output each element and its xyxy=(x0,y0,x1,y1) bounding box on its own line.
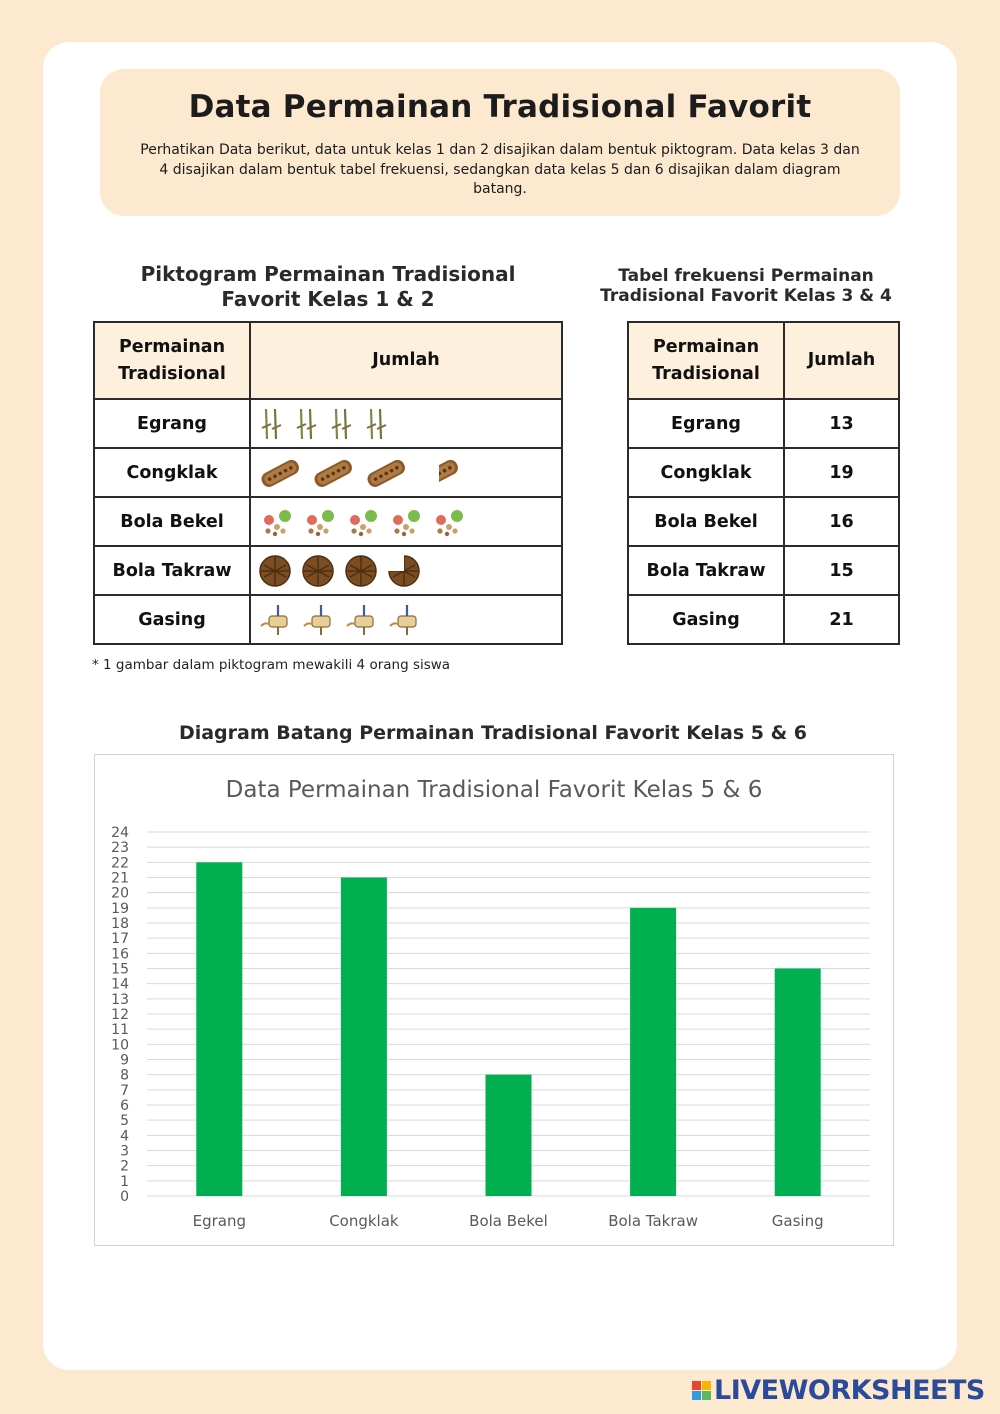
bar-chart-frame xyxy=(94,754,894,1246)
pictogram-row-label: Gasing xyxy=(94,595,250,644)
y-tick-label: 13 xyxy=(111,991,129,1008)
pictogram-row xyxy=(94,546,562,595)
pictogram-note: * 1 gambar dalam piktogram mewakili 4 orang siswa xyxy=(92,657,451,673)
freq-row xyxy=(628,546,899,595)
congklak-board-icon xyxy=(418,463,471,483)
y-tick-label: 18 xyxy=(111,916,129,932)
y-tick-label: 20 xyxy=(111,885,129,902)
y-tick-label: 24 xyxy=(111,825,129,841)
liveworksheets-logo xyxy=(692,1374,985,1406)
freq-row-label: Gasing xyxy=(628,595,784,644)
pictogram-symbols xyxy=(250,399,562,448)
logo-text: LIVEWORKSHEETS xyxy=(714,1374,985,1406)
y-tick-label: 17 xyxy=(111,931,129,948)
y-tick-label: 14 xyxy=(111,976,129,993)
pictogram-col-count: Jumlah xyxy=(250,322,562,399)
pictogram-row-label: Congklak xyxy=(94,448,250,497)
freq-col-count: Jumlah xyxy=(784,322,899,399)
y-tick-label: 0 xyxy=(120,1189,129,1205)
bar-congklak xyxy=(341,878,387,1197)
bekel-ball-icon xyxy=(259,512,302,532)
takraw-ball-icon xyxy=(345,561,388,581)
pictogram-symbols xyxy=(250,448,562,497)
pictogram-row xyxy=(94,448,562,497)
x-tick-label: Congklak xyxy=(329,1212,399,1230)
x-tick-label: Gasing xyxy=(771,1212,824,1230)
freq-row xyxy=(628,595,899,644)
y-tick-label: 7 xyxy=(120,1082,129,1099)
pictogram-row-label: Bola Bekel xyxy=(94,497,250,546)
y-tick-label: 6 xyxy=(120,1098,129,1114)
freq-col-game: Permainan Tradisional xyxy=(628,322,784,399)
y-tick-label: 15 xyxy=(111,961,129,978)
stilts-icon xyxy=(259,414,294,434)
freq-row-value: 13 xyxy=(784,399,899,448)
y-tick-label: 19 xyxy=(111,900,129,917)
pictogram-row xyxy=(94,497,562,546)
freq-row-value: 21 xyxy=(784,595,899,644)
chart-title: Data Permainan Tradisional Favorit Kelas 5 & 6 xyxy=(225,777,763,803)
freq-row-value: 19 xyxy=(784,448,899,497)
pictogram-symbols xyxy=(250,497,562,546)
congklak-board-icon xyxy=(259,463,312,483)
freq-row-label: Bola Takraw xyxy=(628,546,784,595)
x-tick-label: Bola Takraw xyxy=(608,1212,698,1230)
x-tick-label: Egrang xyxy=(192,1212,246,1230)
pictogram-row-label: Egrang xyxy=(94,399,250,448)
congklak-board-icon xyxy=(365,463,418,483)
pictogram-row-label: Bola Takraw xyxy=(94,546,250,595)
congklak-board-icon xyxy=(312,463,365,483)
freq-row xyxy=(628,448,899,497)
y-tick-label: 8 xyxy=(120,1067,129,1084)
y-tick-label: 1 xyxy=(120,1173,129,1190)
bekel-ball-icon xyxy=(345,512,388,532)
pictogram-title: Piktogram Permainan Tradisional Favorit Kelas 1 & 2 xyxy=(140,262,516,311)
y-tick-label: 4 xyxy=(120,1128,129,1145)
logo-blocks-icon xyxy=(692,1381,711,1400)
bar-gasing xyxy=(775,969,821,1197)
takraw-ball-icon xyxy=(259,561,302,581)
bar-bola-bekel xyxy=(486,1075,532,1196)
bekel-ball-icon xyxy=(431,512,474,532)
y-tick-label: 11 xyxy=(111,1022,129,1039)
pictogram-table xyxy=(93,321,563,645)
takraw-ball-icon xyxy=(388,561,431,581)
stilts-icon xyxy=(364,414,399,434)
y-tick-label: 3 xyxy=(120,1143,129,1160)
freq-row xyxy=(628,399,899,448)
bekel-ball-icon xyxy=(388,512,431,532)
y-tick-label: 23 xyxy=(111,840,129,857)
spinning-top-icon xyxy=(302,610,345,630)
spinning-top-icon xyxy=(259,610,302,630)
pictogram-symbols xyxy=(250,595,562,644)
y-tick-label: 10 xyxy=(111,1037,129,1054)
freq-row-label: Congklak xyxy=(628,448,784,497)
freq-row-value: 15 xyxy=(784,546,899,595)
frequency-table xyxy=(627,321,900,645)
y-tick-label: 5 xyxy=(120,1113,129,1130)
y-tick-label: 2 xyxy=(120,1158,129,1175)
pictogram-symbols xyxy=(250,546,562,595)
freq-table-title: Tabel frekuensi Permainan Tradisional Favorit Kelas 3 & 4 xyxy=(600,266,892,306)
bar-section-title: Diagram Batang Permainan Tradisional Favorit Kelas 5 & 6 xyxy=(178,722,808,744)
page-description: Perhatikan Data berikut, data untuk kelas 1 dan 2 disajikan dalam bentuk piktogram. Data kelas 3 dan 4 disajikan dalam bentuk tabel frekuensi, sedangkan data kelas 5 dan 6 disajikan dalam diagram batang. xyxy=(140,142,860,197)
bar-bola-takraw xyxy=(630,908,676,1196)
stilts-icon xyxy=(329,414,364,434)
y-tick-label: 22 xyxy=(111,855,129,872)
bar-egrang xyxy=(196,862,242,1196)
bar-chart xyxy=(95,755,893,1245)
header-banner xyxy=(100,69,900,216)
takraw-ball-icon xyxy=(302,561,345,581)
freq-row-label: Bola Bekel xyxy=(628,497,784,546)
spinning-top-icon xyxy=(388,610,431,630)
pictogram-row xyxy=(94,595,562,644)
y-tick-label: 9 xyxy=(120,1052,129,1069)
y-tick-label: 21 xyxy=(111,870,129,887)
freq-row-value: 16 xyxy=(784,497,899,546)
y-tick-label: 16 xyxy=(111,946,129,963)
freq-row xyxy=(628,497,899,546)
pictogram-col-game: Permainan Tradisional xyxy=(94,322,250,399)
bekel-ball-icon xyxy=(302,512,345,532)
page-title: Data Permainan Tradisional Favorit xyxy=(188,89,812,125)
spinning-top-icon xyxy=(345,610,388,630)
pictogram-row xyxy=(94,399,562,448)
freq-row-label: Egrang xyxy=(628,399,784,448)
x-tick-label: Bola Bekel xyxy=(469,1212,548,1230)
y-tick-label: 12 xyxy=(111,1007,129,1023)
stilts-icon xyxy=(294,414,329,434)
